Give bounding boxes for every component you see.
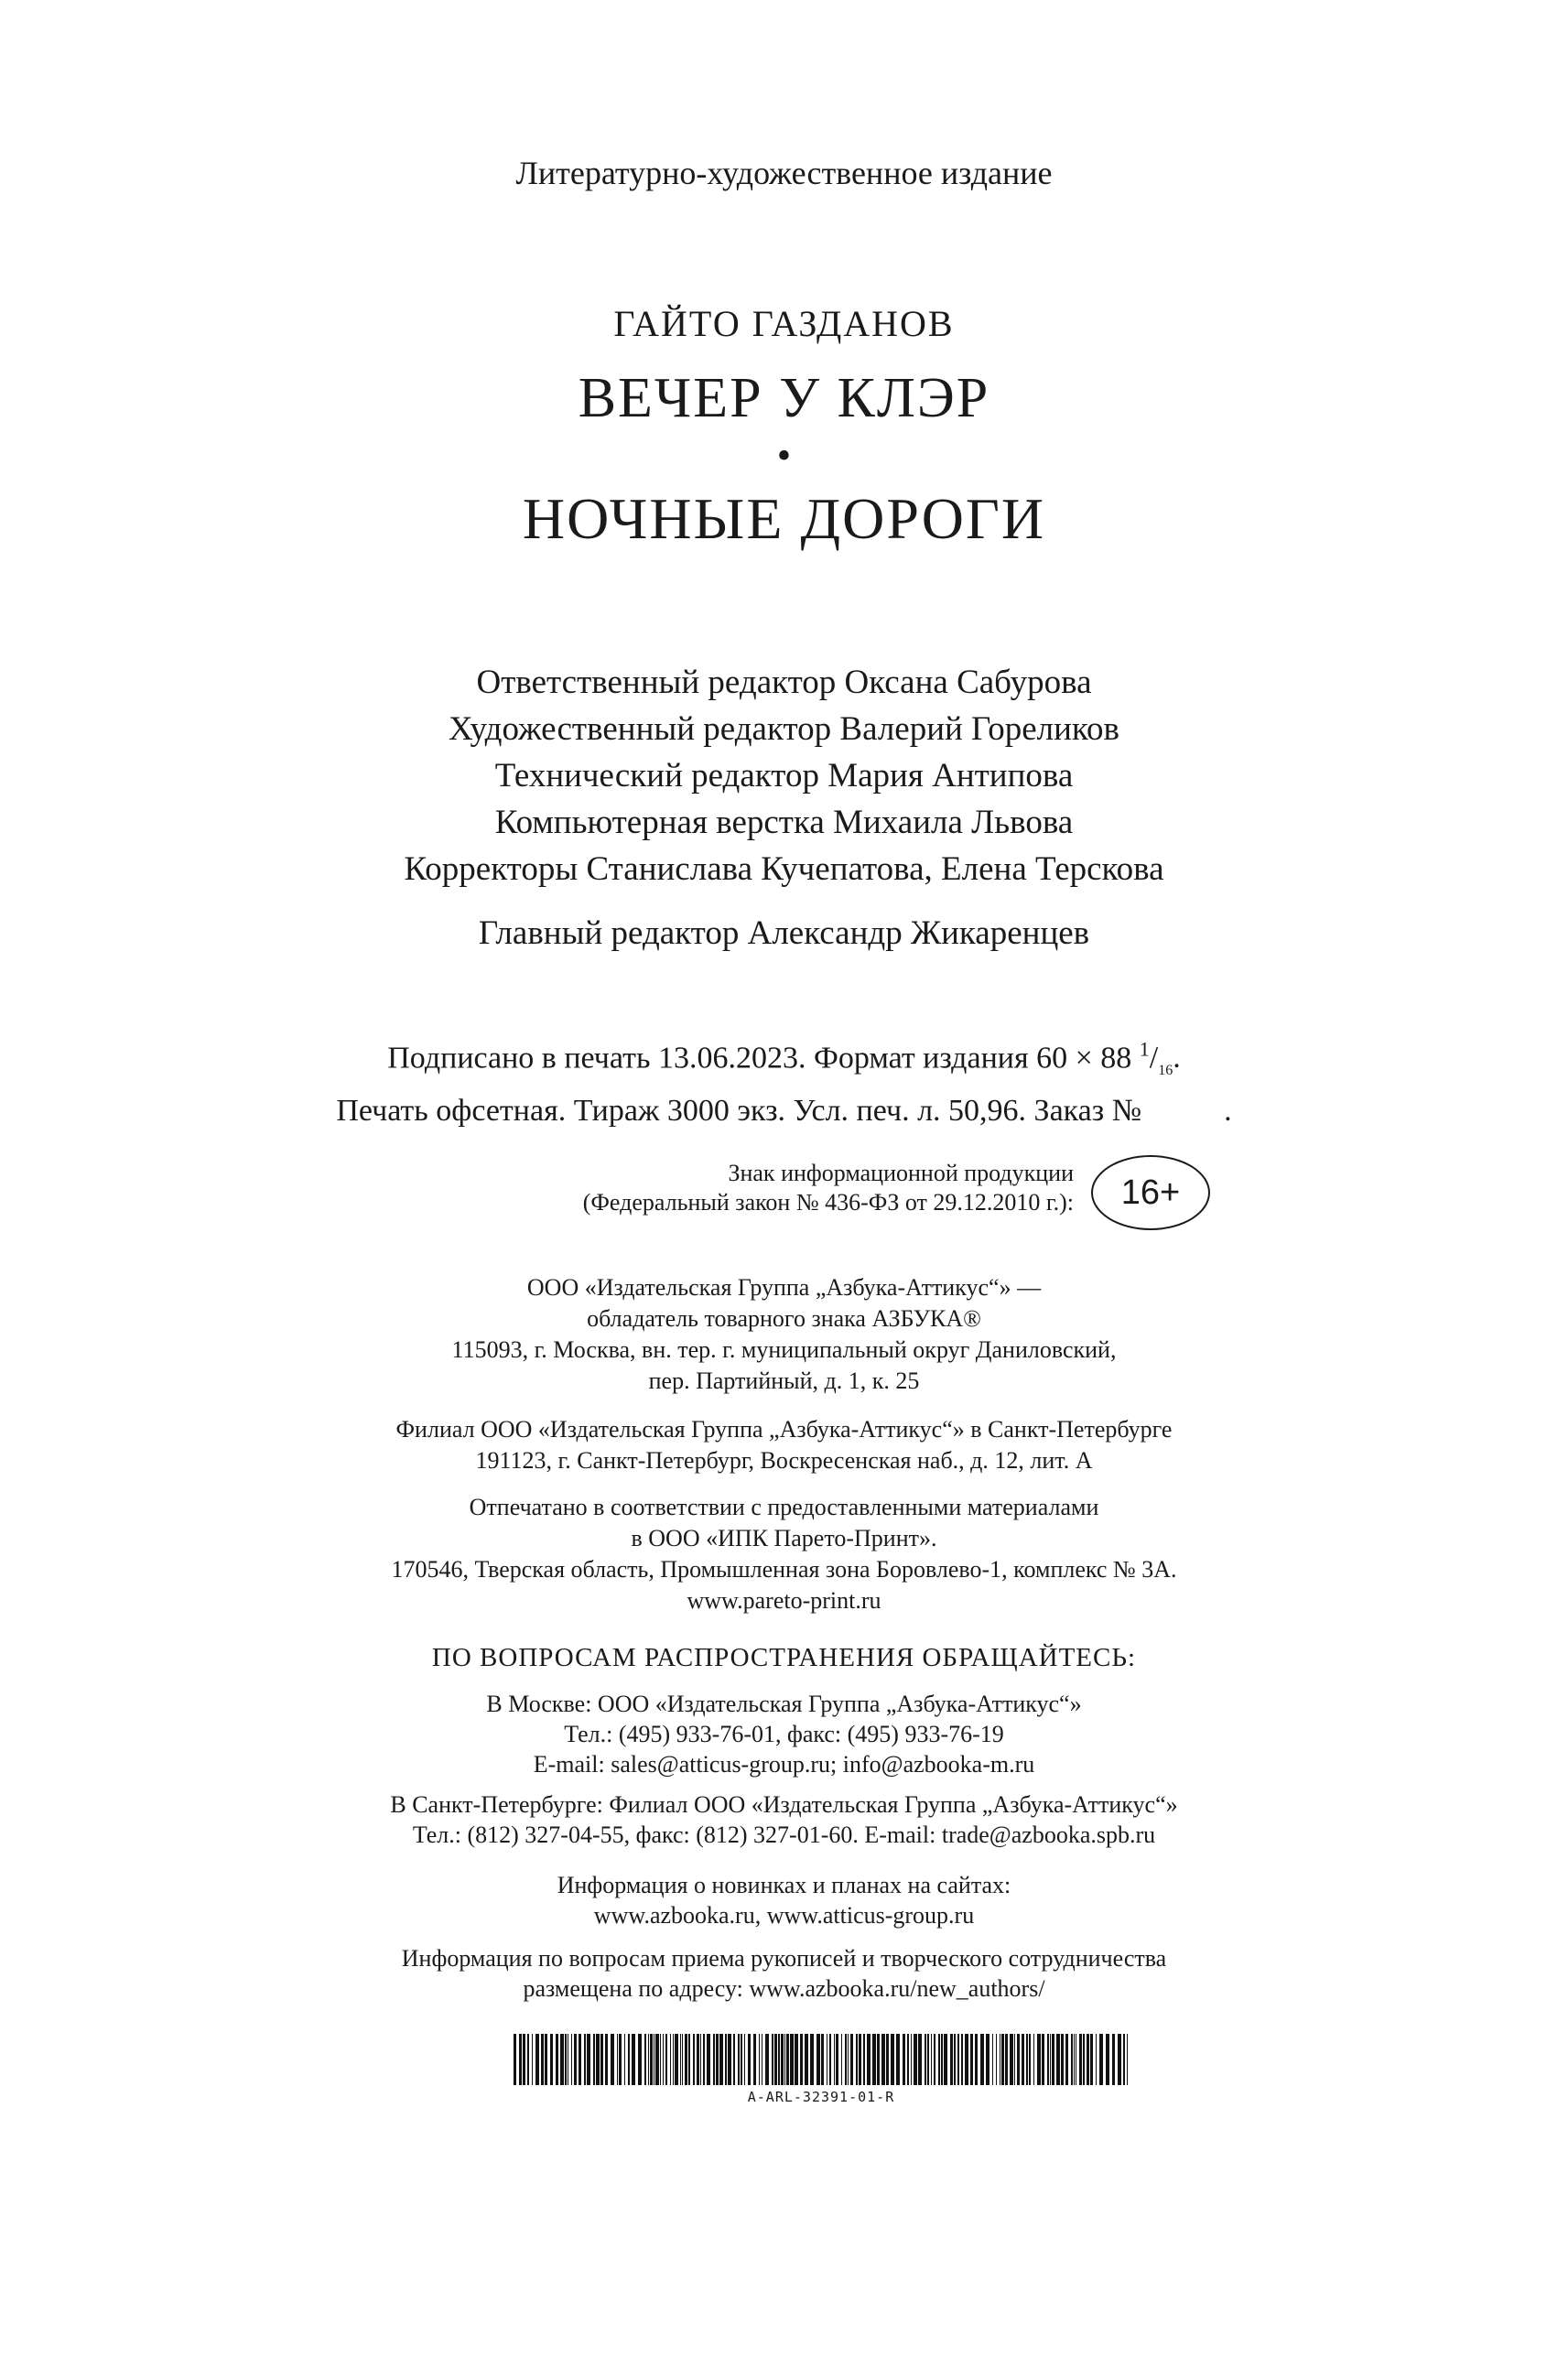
author-name: ГАЙТО ГАЗДАНОВ — [613, 303, 955, 344]
distribution-heading: ПО ВОПРОСАМ РАСПРОСТРАНЕНИЯ ОБРАЩАЙТЕСЬ: — [431, 1643, 1137, 1672]
printer-line: Отпечатано в соответствии с предоставленными материалами — [469, 1494, 1099, 1520]
printer-website: www.pareto-print.ru — [687, 1587, 881, 1614]
moscow-line: В Москве: ООО «Издательская Группа „Азбука-Аттикус“» — [486, 1691, 1082, 1717]
publisher-line: 115093, г. Москва, вн. тер. г. муниципальный округ Даниловский, — [451, 1336, 1117, 1363]
title-separator: • — [776, 433, 792, 478]
barcode-label: A-ARL-32391-01-R — [747, 2089, 895, 2105]
branch-line: Филиал ООО «Издательская Группа „Азбука-Аттикус“» в Санкт-Петербурге — [395, 1416, 1173, 1443]
staff-line: Корректоры Станислава Кучепатова, Елена Терскова — [404, 850, 1164, 888]
publisher-line: ООО «Издательская Группа „Азбука-Аттикус“» — — [526, 1274, 1042, 1301]
publisher-line: обладатель товарного знака АЗБУКА® — [587, 1305, 981, 1332]
printer-line: 170546, Тверская область, Промышленная зона Боровлево-1, комплекс № 3А. — [391, 1556, 1177, 1583]
moscow-line: E-mail: sales@atticus-group.ru; info@azbooka-m.ru — [533, 1751, 1035, 1778]
info-sign-line-2: (Федеральный закон № 436-ФЗ от 29.12.2010 г.): — [582, 1189, 1074, 1216]
editorial-staff — [0, 659, 1568, 892]
moscow-line: Тел.: (495) 933-76-01, факс: (495) 933-76-19 — [564, 1721, 1004, 1747]
edition-type: Литературно-художественное издание — [515, 155, 1053, 191]
print-info-line-1 — [0, 1030, 1568, 1091]
spb-line: Тел.: (812) 327-04-55, факс: (812) 327-01-60. E-mail: trade@azbooka.spb.ru — [412, 1821, 1156, 1848]
manuscripts-info — [0, 1943, 1568, 2004]
branch-block — [0, 1414, 1568, 1476]
format-fraction: $^1/_{16}$. — [1139, 1038, 1181, 1079]
staff-line: Ответственный редактор Оксана Сабурова — [476, 664, 1092, 701]
fraction-numerator: 1 — [1139, 1038, 1150, 1061]
age-rating-badge: 16+ — [1091, 1155, 1210, 1230]
moscow-contacts — [0, 1689, 1568, 1779]
book-title-part-2: НОЧНЫЕ ДОРОГИ — [522, 486, 1046, 551]
manuscripts-line: размещена по адресу: www.azbooka.ru/new_authors/ — [523, 1975, 1045, 2002]
chief-editor: Главный редактор Александр Жикаренцев — [478, 914, 1090, 952]
print-format-text: Подписано в печать 13.06.2023. Формат издания 60 × 88 — [387, 1041, 1132, 1076]
staff-line: Художественный редактор Валерий Гореликов — [449, 710, 1119, 748]
publisher-line: пер. Партийный, д. 1, к. 25 — [648, 1367, 920, 1394]
staff-line: Технический редактор Мария Антипова — [494, 757, 1074, 794]
publisher-block — [0, 1272, 1568, 1397]
manuscripts-line: Информация по вопросам приема рукописей и творческого сотрудничества — [401, 1945, 1167, 1972]
info-sign-text — [433, 1159, 1074, 1217]
websites-info — [0, 1870, 1568, 1930]
spb-contacts — [0, 1789, 1568, 1850]
printer-line: в ООО «ИПК Парето-Принт». — [631, 1525, 937, 1551]
spb-line: В Санкт-Петербурге: Филиал ООО «Издательская Группа „Азбука-Аттикус“» — [390, 1791, 1178, 1818]
print-run-text: Печать офсетная. Тираж 3000 экз. Усл. печ. л. 50,96. Заказ № — [336, 1094, 1142, 1129]
websites-line: www.azbooka.ru, www.atticus-group.ru — [593, 1902, 975, 1929]
book-title-part-1: ВЕЧЕР У КЛЭР — [578, 367, 990, 429]
printer-block — [0, 1492, 1568, 1616]
barcode — [514, 2034, 1129, 2105]
staff-line: Компьютерная верстка Михаила Львова — [494, 804, 1074, 841]
fraction-denominator: 16 — [1158, 1063, 1173, 1079]
barcode-bars — [514, 2034, 1129, 2085]
print-info-line-2: Печать офсетная. Тираж 3000 экз. Усл. печ. л. 50,96. Заказ № . — [336, 1094, 1232, 1129]
print-info — [0, 1030, 1568, 1131]
websites-line: Информация о новинках и планах на сайтах: — [557, 1872, 1011, 1898]
info-sign-line-1: Знак информационной продукции — [728, 1160, 1074, 1186]
branch-line: 191123, г. Санкт-Петербург, Воскресенская наб., д. 12, лит. А — [475, 1447, 1093, 1474]
